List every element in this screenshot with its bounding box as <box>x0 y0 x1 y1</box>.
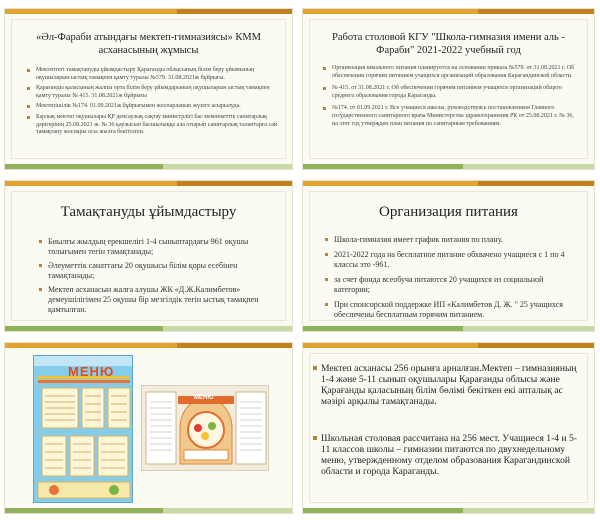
bullet-item: Барлық мектеп оқушылары ҚР денсаулық сақтау министрлігі бас мемлекеттік санитарлық дәрігерінің 25.08.2021 ж. № 36 қаулысын басшылыққа ала отырып санитарлық талаптарға сай тамақтану жоспары осы жылға бекітілген. <box>27 114 278 137</box>
slide-1 <box>4 8 293 170</box>
slide-bottom-bar <box>303 326 594 331</box>
slide-bottom-bar <box>303 508 594 513</box>
slide-3-bullets <box>39 237 272 319</box>
paragraph-kazakh <box>321 363 582 407</box>
canteen-stand-photo <box>141 385 269 471</box>
bullet-item: Организация школьного питания планируется на основании приказа №579. от 31.08.2021 г. Об обеспечении горячим питанием учащихся организаций образования Карагандинской области. <box>323 65 580 80</box>
paragraph-kazakh-text: Мектеп асханасы 256 орынға арналған.Мектеп – гимназияның 1-4 және 5-11 сынып оқушылары Қарағанды облысы және Қарағанды қаласының білім бөлімі бекіткен екі апталық ас мәзірі арқылы тамақтанады. <box>321 363 577 407</box>
bullet-item: Қарағанды қаласының жалпы орта білім беру ұйымдарының оқушыларын ыстық тамақпен қамту туралы № 415. 31.08.2021ж бұйрығы <box>27 85 278 100</box>
slide-top-bar <box>303 343 594 348</box>
slide-bottom-bar <box>5 164 292 169</box>
bullet-item: При спонсорской поддержке ИП «Калимбетов Д. Ж. " 25 учащихся обеспечены бесплатным горячим питанием. <box>325 300 580 320</box>
bullet-item: №174. от 01.09.2021 г. Все учащиеся школы, руководствуясь постановлением Главного государственного санитарного врача Министерства здравоохранения РК от 25.08.2021 г. № 36, на этот год утвержден план питания по санитарным требованиям. <box>323 105 580 128</box>
bullet-marker <box>313 366 317 370</box>
slide-2-bullets <box>323 65 580 133</box>
bullet-item: Мектепішілік №174. 01.09.2021ж бұйрығымен жоспарланып жүзеге асырылуда. <box>27 103 278 111</box>
slide-1-title: «Әл-Фараби атындағы мектеп-гимназиясы» КММ асханасының жұмысы <box>35 32 261 56</box>
slide-top-bar <box>5 343 292 348</box>
bullet-item: Әлеуметтік санаттағы 20 оқушысы білім қоры есебінен тамақтанады; <box>39 261 272 281</box>
bullet-item: за счет фонда всеобуча питаются 20 учащихся из социальной категории; <box>325 275 580 295</box>
slide-top-bar <box>5 181 292 186</box>
slide-3 <box>4 180 293 332</box>
slide-6 <box>302 342 595 514</box>
bullet-item: Мектептегі тамақтануды ұйымдастыру Қарағанды облысының білім беру ұйымының оқушыларын ыстық тамақпен қамту туралы №579. 31.08.2021ж бұйрығы. <box>27 67 278 82</box>
slide-1-bullets <box>27 67 278 140</box>
bullet-item: Биылғы жылдың ерекшелігі 1-4 сыныптардағы 961 оқушы толығымен тегін тамақтанады; <box>39 237 272 257</box>
slide-4-title: Организация питания <box>379 204 518 220</box>
bullet-item: Мектеп асханасын жалға алушы ЖК «Д.Ж.Калимбетов» демеушілігімен 25 оқушы бір мезгілдік тегін ыстық тамақпен қамтылған. <box>39 285 272 315</box>
slide-bottom-bar <box>5 508 292 513</box>
bullet-item: 2021-2022 года на бесплатное питание обхвачено учащиеся с 1 по 4 классы это -961. <box>325 250 580 270</box>
slide-top-bar <box>303 9 594 14</box>
menu-board-title: МЕНЮ <box>68 364 115 379</box>
slide-bottom-bar <box>5 326 292 331</box>
bullet-item: № 415. от 31.08.2021 г. Об обеспечении горячим питанием учащихся организаций общего среднего образования города Караганды. <box>323 85 580 100</box>
slide-4 <box>302 180 595 332</box>
slide-5 <box>4 342 293 514</box>
slide-4-bullets <box>325 235 580 325</box>
slide-top-bar <box>303 181 594 186</box>
slide-top-bar <box>5 9 292 14</box>
canteen-stand-title: МЕНЮ <box>194 395 214 401</box>
bullet-marker <box>313 436 317 440</box>
slide-bottom-bar <box>303 164 594 169</box>
slide-2 <box>302 8 595 170</box>
paragraph-russian-text: Школьная столовая рассчитана на 256 мест. Учащиеся 1-4 и 5-11 классов школы – гимназии питаются по двухнедельному меню, утвержденному отделом образования Карагандинской области и города Караганды. <box>321 433 577 477</box>
bullet-item: Школа-гимназия имеет график питания по плану. <box>325 235 580 245</box>
slide-2-title: Работа столовой КГУ "Школа-гимназия имени аль - Фараби" 2021-2022 учебный год <box>332 32 565 56</box>
slide-3-title: Тамақтануды ұйымдастыру <box>60 204 237 220</box>
menu-board-photo <box>33 355 133 503</box>
paragraph-russian <box>321 433 582 477</box>
